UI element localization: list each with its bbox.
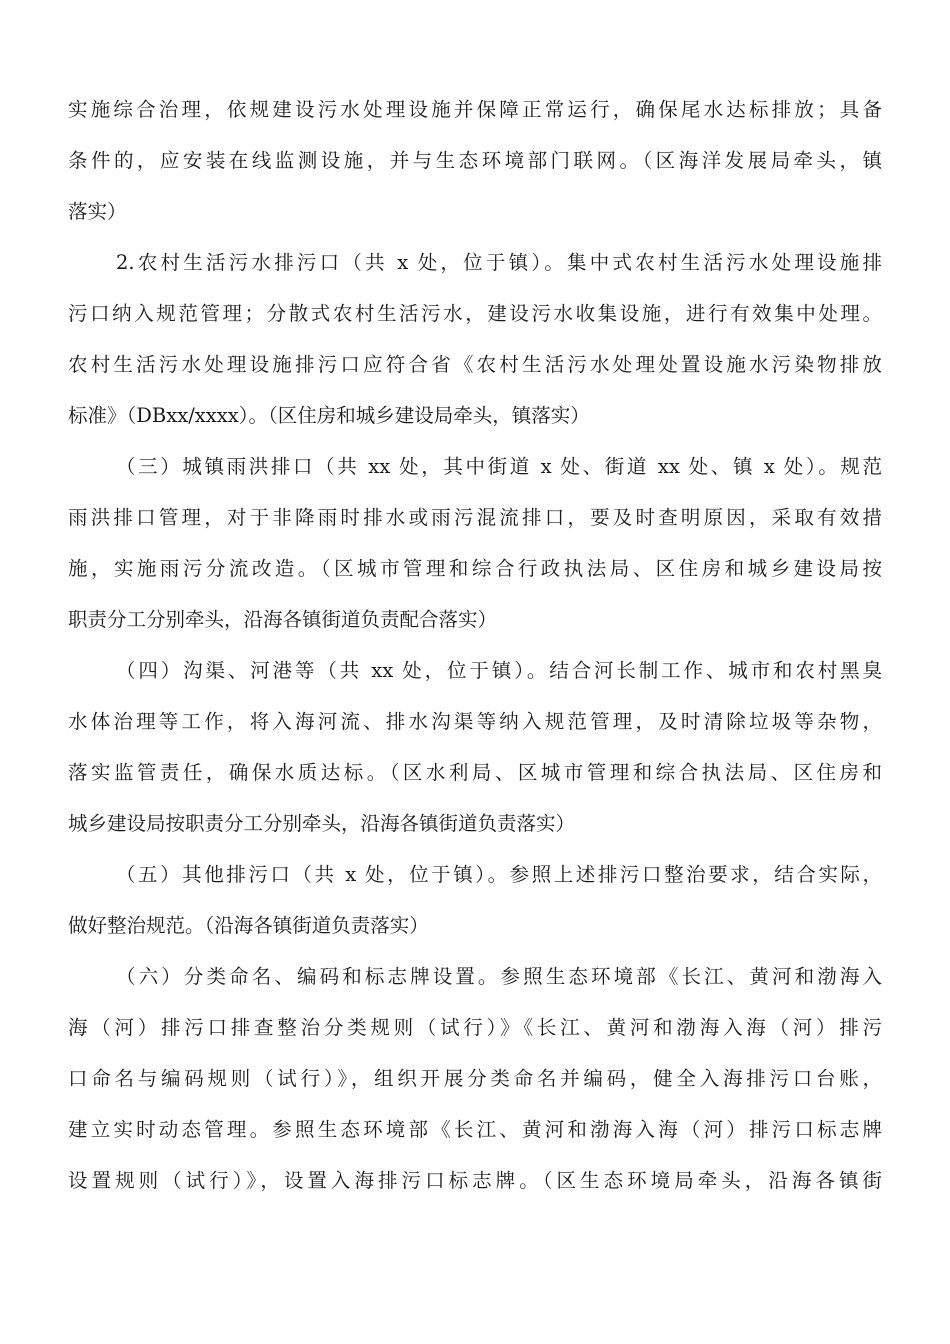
text-line: （四）沟渠、河港等（共 xx 处，位于镇）。结合河长制工作、城市和农村黑臭: [116, 659, 882, 682]
text-line: 施，实施雨污分流改造。（区城市管理和综合行政执法局、区住房和城乡建设局按: [68, 557, 882, 580]
text-line: 海（河）排污口排查整治分类规则（试行）》《长江、黄河和渤海入海（河）排污: [68, 1016, 882, 1039]
text-line: 农村生活污水处理设施排污口应符合省《农村生活污水处理处置设施水污染物排放: [68, 353, 882, 376]
text-line: 条件的，应安装在线监测设施，并与生态环境部门联网。（区海洋发展局牵头，镇: [68, 149, 882, 172]
text-line: 落实）: [68, 200, 127, 223]
text-line: 水体治理等工作，将入海河流、排水沟渠等纳入规范管理，及时清除垃圾等杂物，: [68, 710, 882, 733]
text-line: 城乡建设局按职责分工分别牵头，沿海各镇街道负责落实）: [68, 812, 576, 835]
text-line: （六）分类命名、编码和标志牌设置。参照生态环境部《长江、黄河和渤海入: [116, 965, 882, 988]
text-line: 标准》（DBxx/xxxx）。（区住房和城乡建设局牵头，镇落实）: [68, 404, 590, 427]
text-line: （三）城镇雨洪排口（共 xx 处，其中街道 x 处、街道 xx 处、镇 x 处）。规范: [116, 455, 882, 478]
text-line: 建立实时动态管理。参照生态环境部《长江、黄河和渤海入海（河）排污口标志牌: [68, 1118, 882, 1141]
text-line: 落实监管责任，确保水质达标。（区水利局、区城市管理和综合执法局、区住房和: [68, 761, 882, 784]
text-line: 做好整治规范。（沿海各镇街道负责落实）: [68, 914, 429, 937]
text-line: 雨洪排口管理，对于非降雨时排水或雨污混流排口，要及时查明原因，采取有效措: [68, 506, 882, 529]
text-line: 设置规则（试行）》，设置入海排污口标志牌。（区生态环境局牵头，沿海各镇街: [68, 1169, 882, 1192]
text-line: （五）其他排污口（共 x 处，位于镇）。参照上述排污口整治要求，结合实际，: [116, 863, 882, 886]
text-line: 实施综合治理，依规建设污水处理设施并保障正常运行，确保尾水达标排放；具备: [68, 98, 882, 121]
text-line: 污口纳入规范管理；分散式农村生活污水，建设污水收集设施，进行有效集中处理。: [68, 302, 882, 325]
text-line: 2.农村生活污水排污口（共 x 处，位于镇）。集中式农村生活污水处理设施排: [116, 251, 882, 274]
text-line: 口命名与编码规则（试行）》，组织开展分类命名并编码，健全入海排污口台账，: [68, 1067, 882, 1090]
text-line: 职责分工分别牵头，沿海各镇街道负责配合落实）: [68, 608, 498, 631]
